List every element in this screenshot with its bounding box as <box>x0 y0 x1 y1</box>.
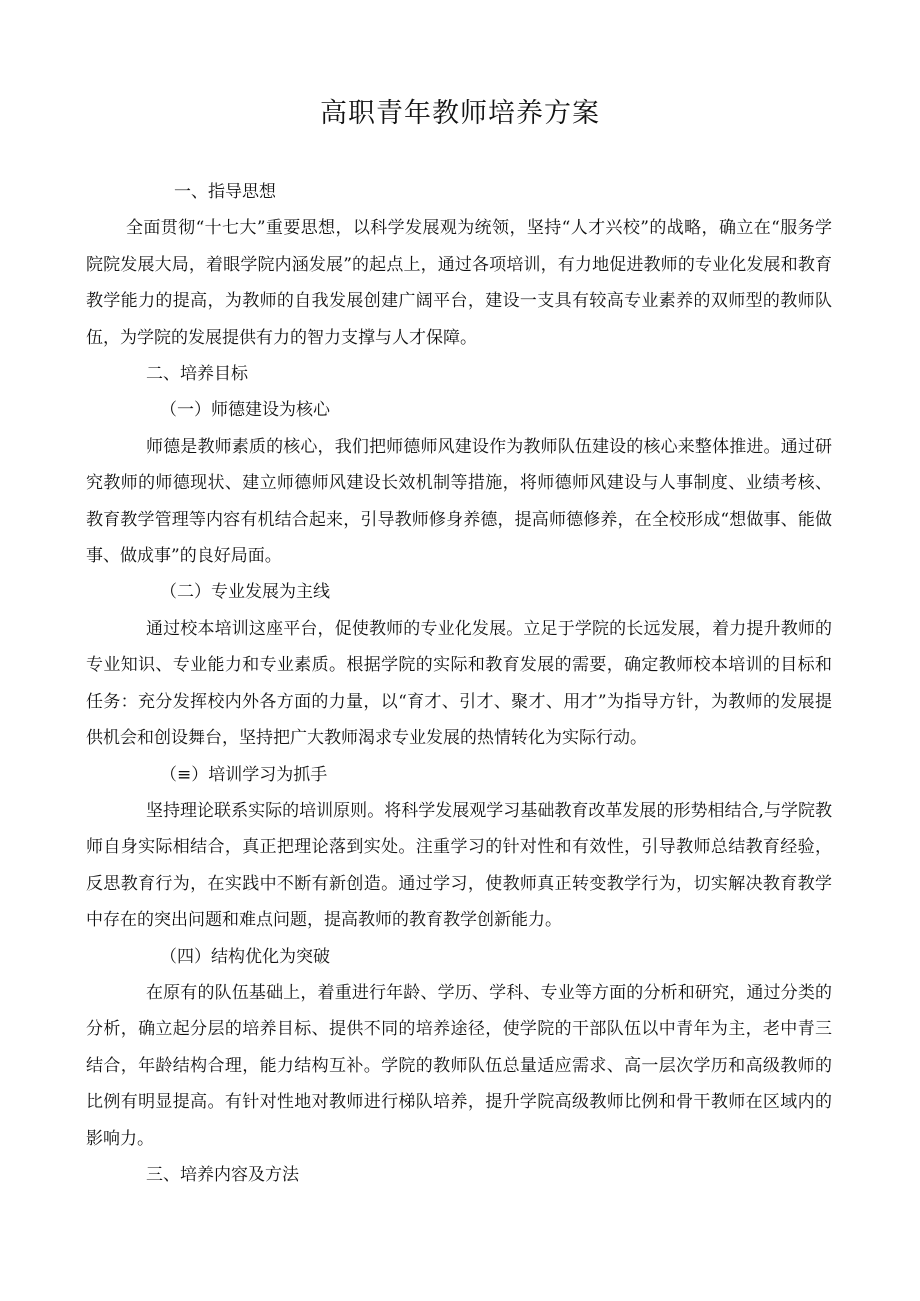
paragraph-ethics: 师德是教师素质的核心，我们把师德师风建设作为教师队伍建设的核心来整体推进。通过研究教师的师德现状、建立师德师风建设长效机制等措施，将师德师风建设与人事制度、业绩考核、教育教学管理等内容有机结合起来，引导教师修身养德，提高师德修养，在全校形成“想做事、能做事、做成事”的良好局面。 <box>86 436 832 567</box>
paragraph-structure-optimization: 在原有的队伍基础上，着重进行年龄、学历、学科、专业等方面的分析和研究，通过分类的分析，确立起分层的培养目标、提供不同的培养途径，使学院的干部队伍以中青年为主，老中青三结合，年龄结构合理，能力结构互补。学院的教师队伍总量适应需求、高一层次学历和高级教师的比例有明显提高。有针对性地对教师进行梯队培养，提升学院高级教师比例和骨干教师在区域内的影响力。 <box>86 982 832 1149</box>
section-heading-guiding-ideology: 一、指导思想 <box>174 182 276 202</box>
section-heading-training-goals: 二、培养目标 <box>146 364 248 385</box>
subsection-heading-structure-optimization: （四）结构优化为突破 <box>160 946 330 967</box>
document-body <box>86 174 832 1193</box>
paragraph-training-study: 坚持理论联系实际的培训原则。将科学发展观学习基础教育改革发展的形势相结合,与学院教师自身实际相结合，真正把理论落到实处。注重学习的针对性和有效性，引导教师总结教育经验，反思教育行为，在实践中不断有新创造。通过学习，使教师真正转变教学行为，切实解决教育教学中存在的突出问题和难点问题，提高教师的教育教学创新能力。 <box>86 800 832 931</box>
document-title: 高职青年教师培养方案 <box>320 98 600 129</box>
subsection-heading-ethics: （一）师德建设为核心 <box>160 400 330 421</box>
section-heading-content-methods: 三、培养内容及方法 <box>146 1164 299 1185</box>
paragraph-professional-development: 通过校本培训这座平台，促使教师的专业化发展。立足于学院的长远发展，着力提升教师的专业知识、专业能力和专业素质。根据学院的实际和教育发展的需要，确定教师校本培训的目标和任务：充分发挥校内外各方面的力量，以“育才、引才、聚才、用才”为指导方针，为教师的发展提供机会和创设舞台，坚持把广大教师渴求专业发展的热情转化为实际行动。 <box>86 618 832 749</box>
subsection-heading-training-study: （≡）培训学习为抓手 <box>160 764 328 785</box>
paragraph-guiding-ideology: 全面贯彻“十七大”重要思想，以科学发展观为统领，坚持“人才兴校”的战略，确立在“服务学院院发展大局，着眼学院内涵发展”的起点上，通过各项培训，有力地促进教师的专业化发展和教育教学能力的提高，为教师的自我发展创建广阔平台，建设一支具有较高专业素养的双师型的教师队伍，为学院的发展提供有力的智力支撑与人才保障。 <box>86 218 832 348</box>
subsection-heading-professional-development: （二）专业发展为主线 <box>160 582 330 603</box>
